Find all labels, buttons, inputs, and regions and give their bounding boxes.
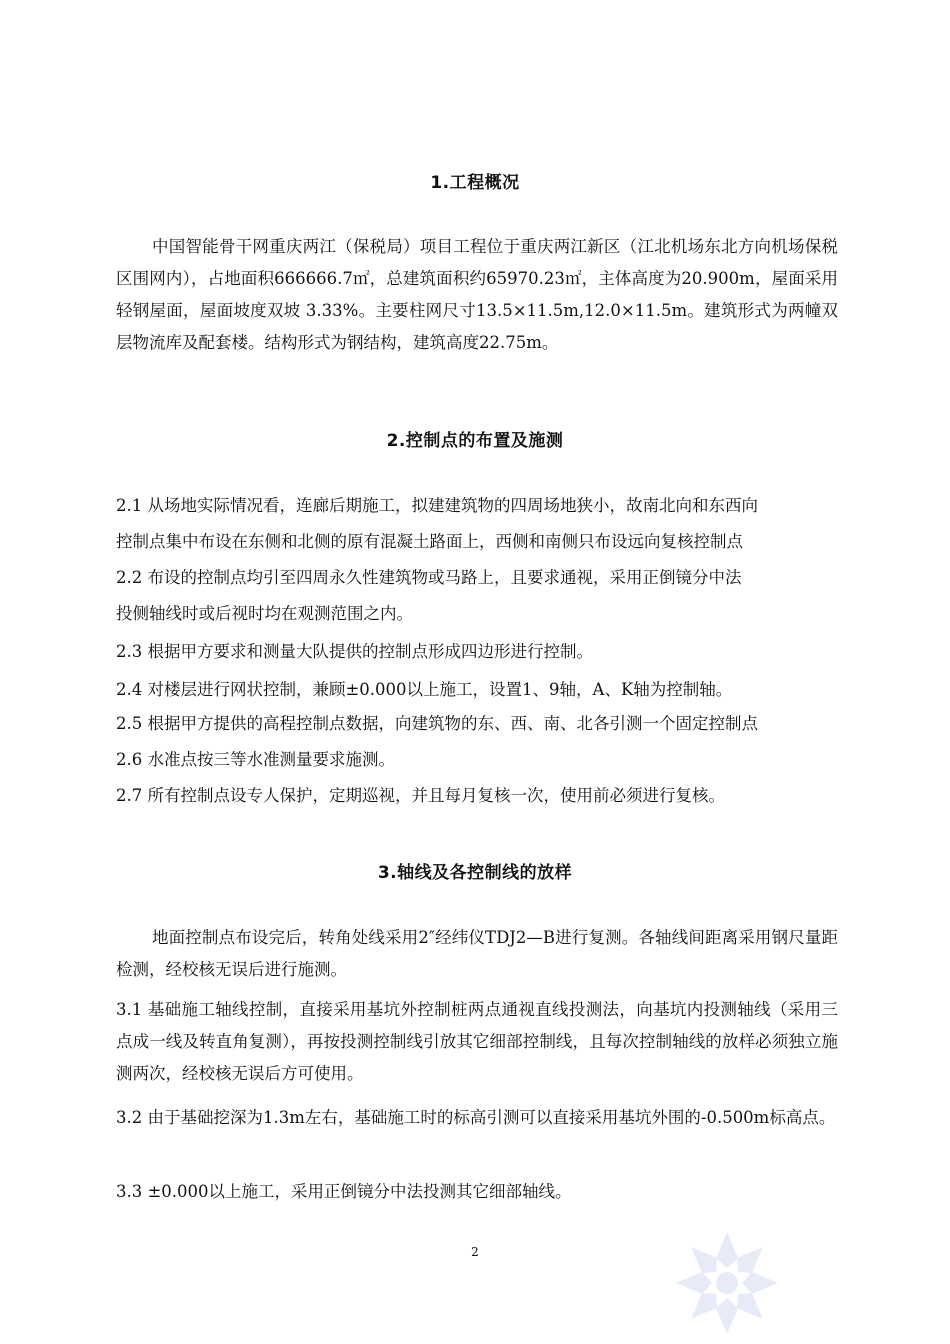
- section-3-paragraph: 3.2 由于基础挖深为1.3m左右，基础施工时的标高引测可以直接采用基坑外围的-0.500m标高点。: [116, 1108, 836, 1127]
- section-3-paragraph: 3.1 基础施工轴线控制，直接采用基坑外控制桩两点通视直线投测法，向基坑内投测轴线（采用三点成一线及转直角复测），再按投测控制线引放其它细部控制线，且每次控制轴线的放样必须独立施测两次，经校核无误后方可使用。: [116, 1000, 838, 1083]
- page-number: 2: [471, 1245, 479, 1259]
- section-3-intro: 地面控制点布设完后，转角处线采用2″经纬仪TDJ2—B进行复测。各轴线间距离采用钢尺量距检测，经校核无误后进行施测。: [116, 928, 838, 979]
- section-3-heading: 3.轴线及各控制线的放样: [377, 863, 573, 883]
- section-2-heading: 2.控制点的布置及施测: [386, 431, 564, 451]
- section-2-line: 控制点集中布设在东侧和北侧的原有混凝土路面上，西侧和南侧只布设远向复核控制点: [116, 532, 743, 551]
- watermark-logo-icon: [672, 1228, 782, 1338]
- section-2-line: 2.5 根据甲方提供的高程控制点数据，向建筑物的东、西、南、北各引测一个固定控制点: [116, 714, 758, 733]
- section-2-line: 投侧轴线时或后视时均在观测范围之内。: [116, 604, 413, 623]
- section-1-paragraph: 中国智能骨干网重庆两江（保税局）项目工程位于重庆两江新区（江北机场东北方向机场保税区围网内），占地面积666666.7㎡，总建筑面积约65970.23㎡，主体高度为20.900m，屋面采用轻钢屋面，屋面坡度双坡 3.33%。主要柱网尺寸13.5×11.5m,12.0×11.5m。建筑形式为两幢双层物流库及配套楼。结构形式为钢结构，建筑高度22.75m。: [116, 237, 838, 352]
- section-2-line: 2.4 对楼层进行网状控制，兼顾±0.000以上施工，设置1、9轴，A、K轴为控制轴。: [116, 680, 733, 699]
- section-3-paragraph: 3.3 ±0.000以上施工，采用正倒镜分中法投测其它细部轴线。: [116, 1182, 572, 1201]
- section-2-line: 2.7 所有控制点设专人保护，定期巡视，并且每月复核一次，使用前必须进行复核。: [116, 786, 725, 805]
- section-2-line: 2.1 从场地实际情况看，连廊后期施工，拟建建筑物的四周场地狭小，故南北向和东西向: [116, 496, 758, 515]
- section-2-line: 2.2 布设的控制点均引至四周永久性建筑物或马路上，且要求通视，采用正倒镜分中法: [116, 568, 742, 587]
- section-2-line: 2.3 根据甲方要求和测量大队提供的控制点形成四边形进行控制。: [116, 642, 593, 661]
- section-1-heading: 1.工程概况: [430, 173, 520, 193]
- section-2-line: 2.6 水准点按三等水准测量要求施测。: [116, 750, 395, 769]
